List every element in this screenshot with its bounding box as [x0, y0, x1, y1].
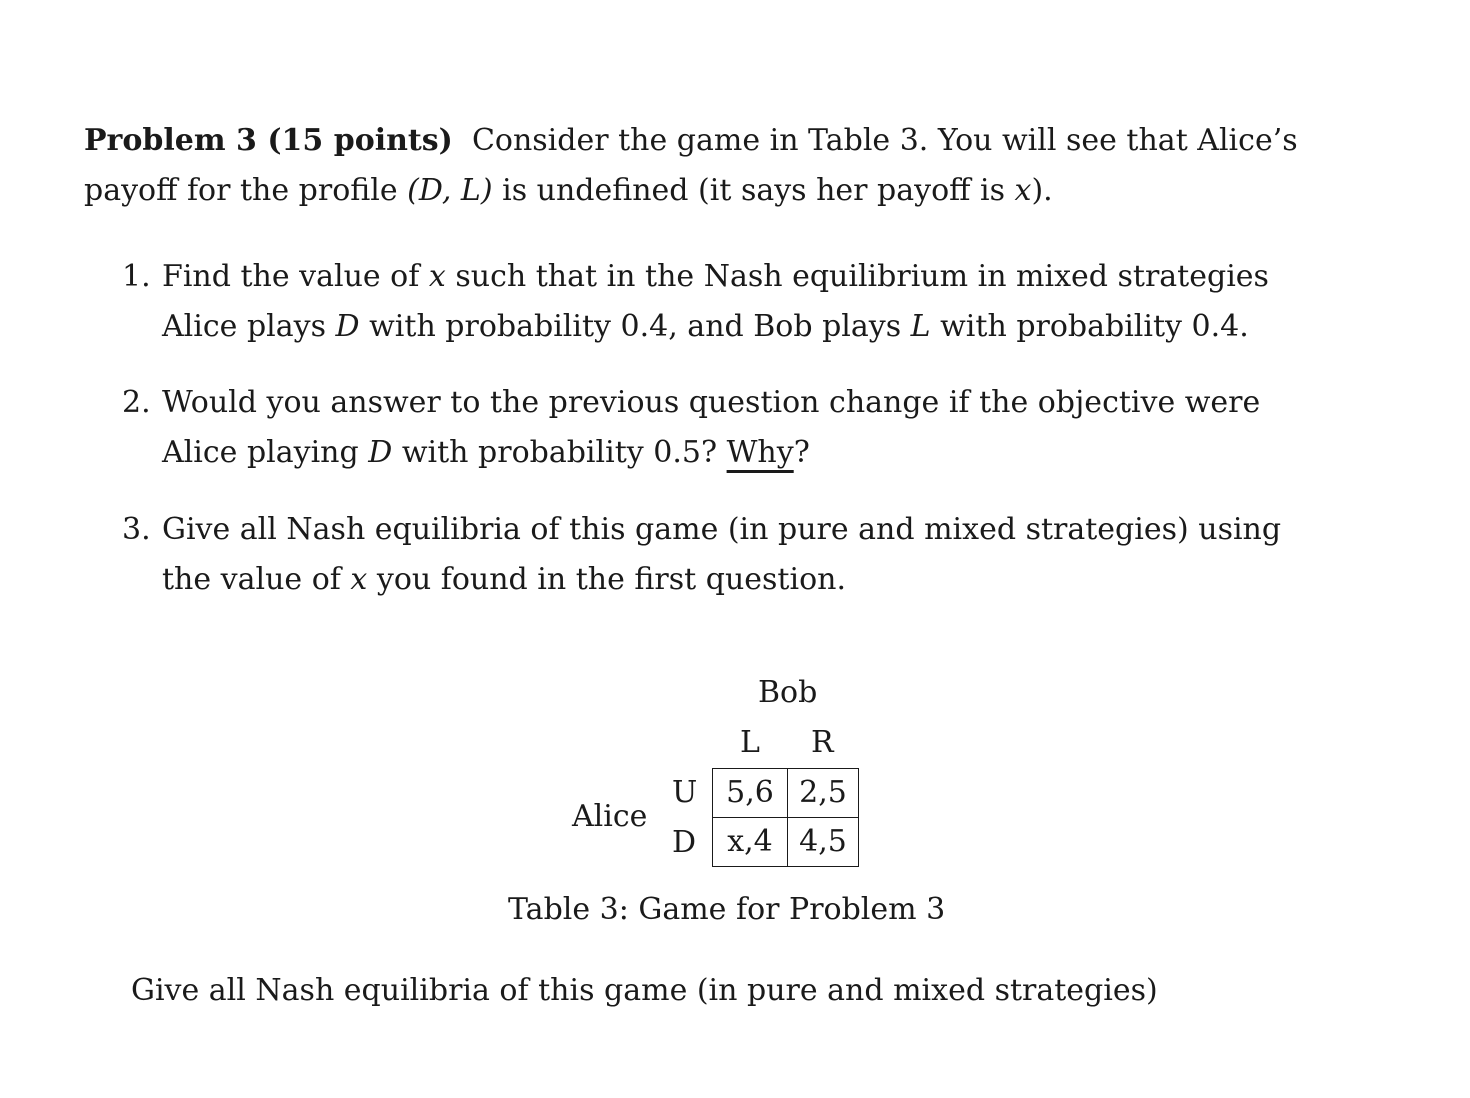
- question-3-number: 3.: [122, 512, 151, 547]
- q3-seg1: Give all Nash equilibria of this game (in pure and mixed strategies) using the value of: [162, 512, 1282, 597]
- column-player-label: Bob: [758, 675, 818, 710]
- q2-seg3: ?: [793, 435, 810, 470]
- question-3: [122, 505, 1334, 605]
- payoff-matrix: [712, 768, 859, 867]
- question-1: [122, 252, 1334, 352]
- row-label-u: U: [672, 775, 698, 810]
- q3-var-x: x: [350, 562, 368, 597]
- question-1-number: 1.: [122, 259, 151, 294]
- problem-intro: [84, 116, 1334, 216]
- q1-var-l: L: [910, 309, 931, 344]
- question-2: [122, 378, 1334, 478]
- q1-seg3: with probability 0.4, and Bob plays: [359, 309, 911, 344]
- question-1-text: [162, 252, 1334, 352]
- payoff-row-u: [713, 769, 859, 818]
- row-label-d: D: [672, 825, 697, 860]
- q2-var-d: D: [368, 435, 393, 470]
- problem-heading: Problem 3 (15 points): [84, 123, 453, 158]
- q2-seg2: with probability 0.5?: [392, 435, 727, 470]
- payoff-cell-u-l: 5,6: [713, 769, 788, 818]
- payoff-row-d: [713, 818, 859, 867]
- row-player-label: Alice: [572, 799, 648, 834]
- question-2-number: 2.: [122, 385, 151, 420]
- q1-seg1: Find the value of: [162, 259, 429, 294]
- payoff-cell-u-r: 2,5: [788, 769, 859, 818]
- intro-text-1: Consider the game in Table 3. You will see that Alice’s payoff for the profile: [84, 123, 1298, 208]
- column-label-l: L: [740, 725, 760, 760]
- question-3-text: [162, 505, 1334, 605]
- intro-variable: x: [1014, 173, 1032, 208]
- q1-var-x: x: [428, 259, 446, 294]
- payoff-cell-d-l: x,4: [713, 818, 788, 867]
- q2-seg1: Would you answer to the previous question change if the objective were Alice playing: [162, 385, 1261, 470]
- q1-var-d: D: [335, 309, 360, 344]
- q1-seg4: with probability 0.4.: [930, 309, 1249, 344]
- intro-profile: (D, L): [407, 173, 493, 208]
- intro-text-3: ).: [1031, 173, 1053, 208]
- intro-text-2: is undefined (it says her payoff is: [492, 173, 1015, 208]
- footer-instruction: Give all Nash equilibria of this game (in pure and mixed strategies): [131, 973, 1158, 1008]
- q3-seg2: you found in the first question.: [367, 562, 846, 597]
- q1-seg2: such that in the Nash equilibrium in mixed strategies Alice plays: [162, 259, 1269, 344]
- column-label-r: R: [811, 725, 834, 760]
- question-2-text: [162, 378, 1334, 478]
- table-caption: Table 3: Game for Problem 3: [508, 892, 946, 927]
- q2-underlined-why: Why: [726, 435, 794, 470]
- payoff-cell-d-r: 4,5: [788, 818, 859, 867]
